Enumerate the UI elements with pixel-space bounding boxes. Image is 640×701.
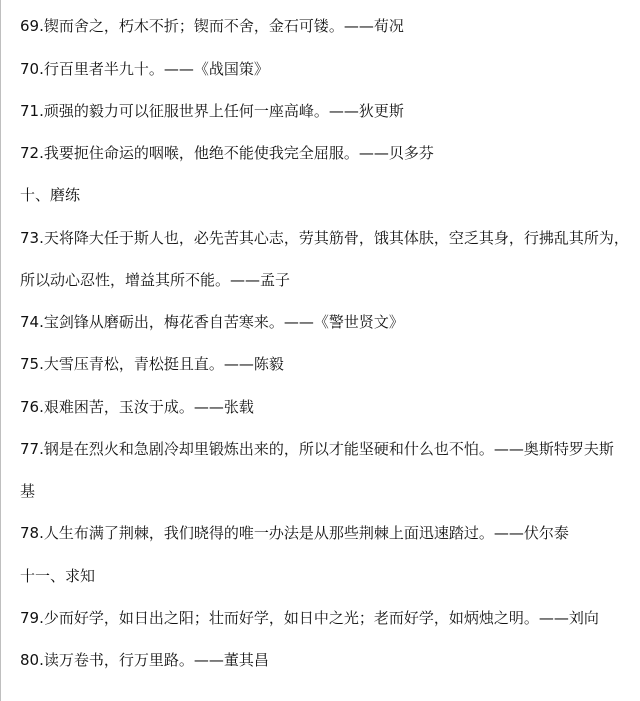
quote-73-line-2: 所以动心忍性，增益其所不能。——孟子 [20,271,291,289]
quote-74: 74.宝剑锋从磨砺出，梅花香自苦寒来。——《警世贤文》 [20,313,404,331]
quote-76: 76.艰难困苦，玉汝于成。——张载 [20,398,254,416]
quote-72: 72.我要扼住命运的咽喉，他绝不能使我完全屈服。——贝多芬 [20,144,434,162]
section-heading-seeking-knowledge: 十一、求知 [20,567,96,585]
quote-79: 79.少而好学，如日出之阳；壮而好学，如日中之光；老而好学，如炳烛之明。——刘向 [20,609,599,627]
quote-71: 71.顽强的毅力可以征服世界上任何一座高峰。——狄更斯 [20,102,404,120]
section-heading-tempering: 十、磨练 [20,186,81,204]
quote-77-line-2: 基 [20,482,36,500]
quote-80: 80.读万卷书，行万里路。——董其昌 [20,651,269,669]
quote-70: 70.行百里者半九十。——《战国策》 [20,60,269,78]
quote-73-line-1: 73.天将降大任于斯人也，必先苦其心志，劳其筋骨，饿其体肤，空乏其身，行拂乱其所为， [20,229,629,247]
quote-78: 78.人生布满了荆棘，我们晓得的唯一办法是从那些荆棘上面迅速踏过。——伏尔泰 [20,524,569,542]
quote-75: 75.大雪压青松，青松挺且直。——陈毅 [20,355,284,373]
quote-69: 69.锲而舍之，朽木不折；锲而不舍，金石可镂。——荀况 [20,17,404,35]
quote-77-line-1: 77.钢是在烈火和急剧冷却里锻炼出来的，所以才能坚硬和什么也不怕。——奥斯特罗夫斯 [20,440,614,458]
